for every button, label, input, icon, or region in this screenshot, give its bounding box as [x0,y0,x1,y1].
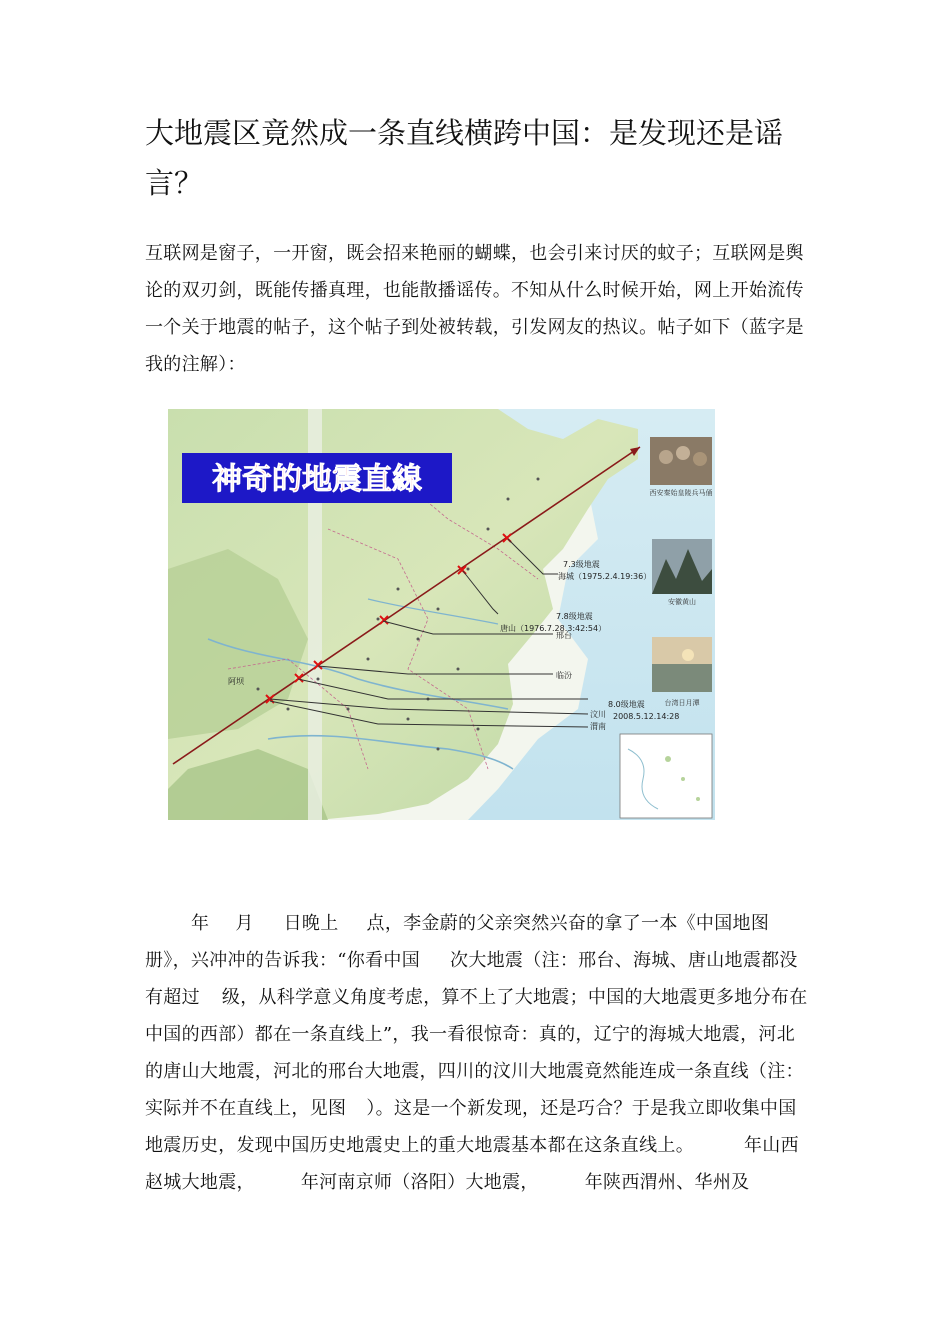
annotation-label: 唐山（1976.7.28.3:42:54） [500,624,607,633]
photo-caption: 台湾日月潭 [664,699,700,707]
text-run: 年 [191,913,210,934]
text-run: ）。这是一个新发现，还是巧合？于是我立即收集中国地震历史，发现中国历史地震史上的重大地震基本都在这条直线上。 [145,1098,797,1156]
map-graphic [168,409,715,820]
text-run: 次大地震（注：邢台、海城、唐山地震都没有超过 [145,950,798,1008]
annotation-label: 2008.5.12.14:28 [613,712,680,721]
annotation-label: 阿坝 [228,677,244,686]
text-run: 点，李金蔚的父亲突然兴奋的拿了一本《中国地图册》，兴冲冲的告诉我：“你看中国 [145,913,770,971]
annotation-label: 渭南 [590,722,606,731]
intro-paragraph: 互联网是窗子，一开窗，既会招来艳丽的蝴蝶，也会引来讨厌的蚊子；互联网是舆论的双刃剑，既能传播真理，也能散播谣传。不知从什么时候开始，网上开始流传一个关于地震的帖子，这个帖子到处被转载，引发网友的热议。帖子如下（蓝字是我的注解）： [145,243,804,375]
annotation-label: 临汾 [556,671,572,680]
annotation-label: 海城（1975.2.4.19:36） [558,572,652,581]
text-run: 年陕西渭州、华州及 [584,1172,750,1193]
text-run: 级，从科学意义角度考虑，算不上了大地震；中国的大地震更多地分布在中国的西部）都在一条直线上”，我一看很惊奇：真的，辽宁的海城大地震，河北的唐山大地震，河北的邢台大地震，四川的汶川大地震竟然能连成一条直线（注：实际并不在直线上，见图 [145,987,808,1119]
earthquake-line-map [168,409,715,820]
article-title: 大地震区竟然成一条直线横跨中国：是发现还是谣言？ [145,116,784,200]
text-run: 年山西赵城大地震， [145,1135,799,1193]
text-run: 年河南京师（洛阳）大地震， [300,1172,539,1193]
annotation-label: 7.3级地震 [563,560,600,569]
banner-text: 神奇的地震直線 [212,462,422,497]
text-run: 日晚上 [283,913,339,934]
annotation-label: 7.8级地震 [556,612,593,621]
photo-caption: 安徽黄山 [668,598,696,606]
photo-caption: 西安秦始皇陵兵马俑 [649,489,713,497]
annotation-label: 汶川 [590,710,606,719]
text-run: 月 [235,913,254,934]
annotation-label: 8.0级地震 [608,700,645,709]
body-paragraph [145,905,810,1201]
inset-map [620,734,712,818]
annotation-label: 邢台 [556,631,572,640]
